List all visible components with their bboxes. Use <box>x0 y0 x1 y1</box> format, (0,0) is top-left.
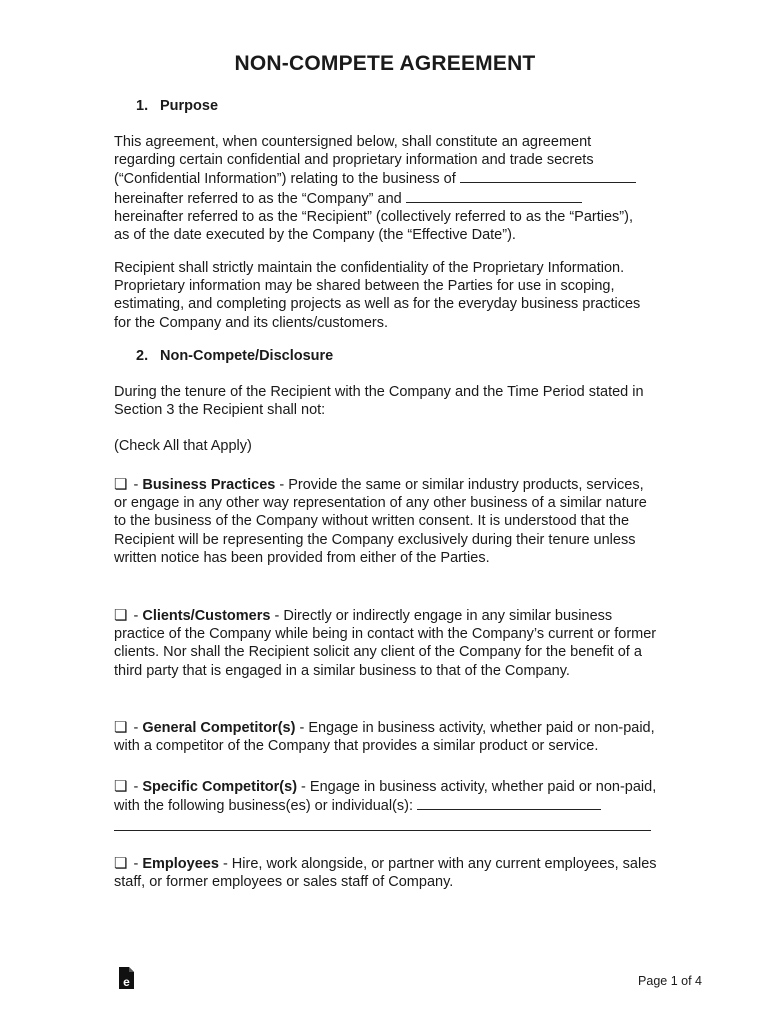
checkbox-icon[interactable]: ❏ <box>114 855 128 872</box>
purpose-paragraph-2: Recipient shall strictly maintain the confidentiality of the Proprietary Information. Proprietary information may be shared between the Parties for use in scoping, estimating, and completing projects as well as for the everyday business practices for the Company and its clients/customers. <box>114 260 641 331</box>
option-text: - Directly or indirectly engage in any similar business practice of the Company while being in contact with the Company’s current or former clients. Nor shall the Recipient solicit any client of the Company for the benefit of a third party that is engaged in a similar business to that of the Company. <box>114 608 657 679</box>
dash: - <box>129 779 143 795</box>
option-business-practices <box>114 476 659 567</box>
option-label: Clients/Customers <box>142 608 271 624</box>
checkbox-icon[interactable]: ❏ <box>114 476 128 493</box>
checkbox-icon[interactable]: ❏ <box>114 778 128 795</box>
text-line: hereinafter referred to as the “Recipient” (collectively referred to as the “Parties”), <box>114 208 633 225</box>
text-line: as of the date executed by the Company (the “Effective Date”). <box>114 227 516 244</box>
page-number: Page 1 of 4 <box>638 974 702 988</box>
check-all-note: (Check All that Apply) <box>114 438 252 454</box>
checkbox-icon[interactable]: ❏ <box>114 719 128 736</box>
competitor-names-blank[interactable] <box>417 796 601 810</box>
section-number: 2. <box>136 348 149 364</box>
option-general-competitors <box>114 719 659 755</box>
dash: - <box>129 720 143 736</box>
text-line: hereinafter referred to as the “Company” and <box>114 190 402 207</box>
text-line: This agreement, when countersigned below, shall constitute an agreement <box>114 134 592 150</box>
competitor-names-line[interactable] <box>114 830 651 831</box>
checkbox-icon[interactable]: ❏ <box>114 607 128 624</box>
dash: - <box>129 856 143 872</box>
option-text: - Engage in business activity, whether paid or non-paid, with the following business(es) or individual(s): <box>114 779 657 815</box>
document-title: NON-COMPETE AGREEMENT <box>234 52 536 75</box>
recipient-name-blank[interactable] <box>406 189 582 203</box>
section-title: Non-Compete/Disclosure <box>160 348 334 364</box>
option-specific-competitors <box>114 778 659 815</box>
company-name-blank[interactable] <box>460 169 636 183</box>
option-text: - Hire, work alongside, or partner with any current employees, sales staff, or former employees or sales staff of Company. <box>114 856 657 891</box>
option-label: Specific Competitor(s) <box>142 779 298 795</box>
dash: - <box>129 477 143 493</box>
section-number: 1. <box>136 98 149 114</box>
svg-text:e: e <box>123 975 130 989</box>
text-line: regarding certain confidential and proprietary information and trade secrets <box>114 152 594 169</box>
option-clients-customers <box>114 607 659 680</box>
section-heading-purpose <box>136 98 218 114</box>
eforms-logo-icon <box>118 966 135 990</box>
option-label: Business Practices <box>142 477 276 493</box>
option-text: - Provide the same or similar industry products, services, or engage in any other way representation of any other business of a similar nature to the business of the Company without written consent. It is understood that the Recipient will be representing the Company exclusively during their tenure unless written notice has been provided from either of the Parties. <box>114 477 647 566</box>
dash: - <box>129 608 143 624</box>
purpose-paragraph-1 <box>114 133 659 244</box>
option-label: Employees <box>142 856 219 872</box>
option-label: General Competitor(s) <box>142 720 296 736</box>
section-heading-noncompete <box>136 348 333 364</box>
text-line: (“Confidential Information”) relating to the business of <box>114 171 456 188</box>
section-title: Purpose <box>160 98 219 114</box>
text-line-with-blank <box>114 189 659 208</box>
text-line-with-blank <box>114 169 659 188</box>
option-employees <box>114 855 659 891</box>
option-text: - Engage in business activity, whether paid or non-paid, with a competitor of the Company that provides a similar product or service. <box>114 720 655 755</box>
noncompete-intro: During the tenure of the Recipient with the Company and the Time Period stated in Section 3 the Recipient shall not: <box>114 384 644 419</box>
